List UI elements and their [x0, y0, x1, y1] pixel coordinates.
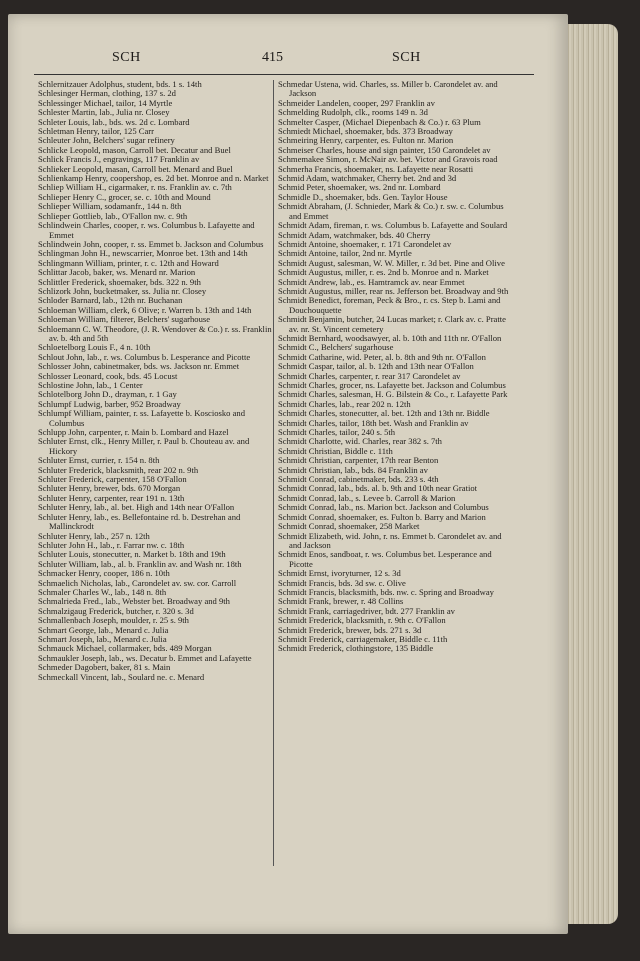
directory-entry: Schlizork John, bucketmaker, ss. Julia nr. Closey: [38, 285, 207, 296]
header-rule: [34, 74, 534, 75]
directory-entry: Schlingman John H., newscarrier, Monroe bet. 13th and 14th: [38, 248, 248, 259]
directory-entry: Schluter Ernst, currier, r. 154 n. 8th: [38, 455, 160, 466]
directory-entry: Schmidt Francis, blacksmith, bds. nw. c. Spring and Broadway: [278, 586, 494, 597]
directory-entry: Schmalzigaug Frederick, butcher, r. 320 s. 3d: [38, 605, 194, 616]
page-number: 415: [262, 50, 283, 65]
directory-entry: Schmidt Charles, grocer, ns. Lafayette bet. Jackson and Columbus: [278, 380, 506, 390]
directory-entry: Schmidt Adam, fireman, r. ws. Columbus b. Lafayette and Soulard: [278, 220, 508, 231]
directory-entry: Schmidt Frederick, clothingstore, 135 Biddle: [278, 643, 434, 654]
directory-entry: Schlittar Jacob, baker, ws. Menard nr. Marion: [38, 267, 196, 278]
directory-entry: Schliep William H., cigarmaker, r. ns. Franklin av. c. 7th: [38, 182, 232, 193]
directory-entry: Schmaelich Nicholas, lab., Carondelet av. sw. cor. Carroll: [38, 577, 237, 588]
directory-entry: Schmart Joseph, lab., Menard c. Julia: [38, 633, 167, 644]
directory-entry: Schmidt Conrad, lab., s. Levee b. Carroll & Marion: [278, 492, 456, 503]
right-column: [278, 80, 512, 654]
directory-entry: Schmidt Conrad, shoemaker, 258 Market: [278, 521, 420, 532]
directory-entry: Schmidt Christian, carpenter, 17th rear Benton: [278, 455, 439, 466]
directory-entry: Schmallenbach Joseph, moulder, r. 25 s. 9th: [38, 615, 189, 626]
directory-entry: Schlingmann William, printer, r. c. 12th and Howard: [38, 257, 219, 268]
directory-entry: Schmid Peter, shoemaker, ws. 2nd nr. Lombard: [278, 182, 441, 193]
directory-entry: Schlosser John, cabinetmaker, bds. ws. Jackson nr. Emmet: [38, 361, 240, 372]
directory-entry: Schlicke Leopold, mason, Carroll bet. Decatur and Buel: [38, 144, 231, 155]
running-head-left: SCH: [112, 50, 141, 65]
directory-entry: Schmidt Charlotte, wid. Charles, rear 382 s. 7th: [278, 436, 442, 447]
directory-entry: Schlout John, lab., r. ws. Columbus b. Lesperance and Picotte: [38, 351, 251, 362]
directory-entry: Schluter Frederick, blacksmith, rear 202 n. 9th: [38, 464, 199, 475]
directory-entry: Schmidt Enos, sandboat, r. ws. Columbus bet. Lesperance and Picotte: [278, 549, 492, 569]
directory-entry: Schlupp John, carpenter, r. Main b. Lombard and Hazel: [38, 427, 229, 438]
directory-entry: Schmidt Elizabeth, wid. John, r. ns. Emmet b. Carondelet av. and and Jackson: [278, 530, 502, 550]
directory-entry: Schmelding Rudolph, clk., rooms 149 n. 3d: [278, 107, 428, 118]
directory-entry: Schmidt Charles, lab., rear 202 n. 12th: [278, 398, 411, 409]
directory-entry: Schmidt Christian, lab., bds. 84 Franklin av: [278, 464, 428, 475]
page-header: [34, 50, 534, 72]
directory-entry: Schmidt Adam, watchmaker, bds. 40 Cherry: [278, 229, 431, 240]
directory-entry: Schmacker Henry, cooper, 186 n. 10th: [38, 568, 170, 579]
directory-entry: Schloemann C. W. Theodore, (J. R. Wendover & Co.) r. ss. Franklin av. b. 4th and 5th: [38, 323, 272, 343]
directory-entry: Schmidt Conrad, cabinetmaker, bds. 233 s. 4th: [278, 474, 439, 485]
directory-entry: Schlittler Frederick, shoemaker, bds. 322 n. 9th: [38, 276, 201, 287]
directory-entry: Schlernitzauer Adolphus, student, bds. 1 s. 14th: [38, 79, 202, 89]
directory-entry: Schluter William, lab., al. b. Franklin av. and Wash nr. 18th: [38, 558, 242, 569]
directory-entry: Schluter Ernst, clk., Henry Miller, r. Paul b. Chouteau av. and Hickory: [38, 436, 250, 456]
directory-entry: Schlumpf Ludwig, barber, 952 Broadway: [38, 398, 181, 409]
directory-entry: Schluter Henry, lab., es. Bellefontaine rd. b. Destrehan and Mallinckrodt: [38, 511, 241, 532]
left-column: [38, 80, 272, 682]
directory-entry: Schmauck Michael, collarmaker, bds. 489 Morgan: [38, 643, 212, 654]
directory-entry: Schmidt Christian, Biddle c. 11th: [278, 445, 393, 456]
directory-entry: Schmidt Benedict, foreman, Peck & Bro., r. cs. Step b. Lami and Douchouquette: [278, 295, 501, 315]
directory-entry: Schmaukler Joseph, lab., ws. Decatur b. Emmet and Lafayette: [38, 652, 252, 663]
directory-entry: Schmidt Francis, bds. 3d sw. c. Olive: [278, 577, 406, 588]
directory-entry: Schmidt Frederick, brewer, bds. 271 s. 3d: [278, 624, 422, 635]
directory-entry: Schmidt Ernst, ivoryturner, 12 s. 3d: [278, 568, 401, 579]
directory-entry: Schmidt Frederick, blacksmith, r. 9th c. O'Fallon: [278, 615, 446, 626]
directory-entry: Schmidt Bernhard, woodsawyer, al. b. 10th and 11th nr. O'Fallon: [278, 332, 502, 343]
directory-entry: Schmemakee Simon, r. McNair av. bet. Victor and Gravois road: [278, 154, 498, 165]
directory-entry: Schmidt Frank, carriagedriver, bdt. 277 Franklin av: [278, 605, 455, 616]
directory-entry: Schluter John H., lab., r. Farrar nw. c. 18th: [38, 539, 185, 550]
directory-entry: Schmidt Conrad, lab., bds. al. b. 9th and 10th near Gratiot: [278, 483, 478, 494]
directory-entry: Schlester Martin, lab., Julia nr. Closey: [38, 107, 170, 118]
directory-entry: Schmidt Charles, tailor, 240 s. 5th: [278, 427, 396, 438]
directory-entry: Schlessinger Michael, tailor, 14 Myrtle: [38, 97, 173, 108]
directory-entry: Schmart George, lab., Menard c. Julia: [38, 624, 169, 635]
directory-entry: Schmidt Conrad, lab., ns. Marion bct. Jackson and Columbus: [278, 502, 489, 513]
directory-entry: Schmerha Francis, shoemaker, ns. Lafayette near Rosatti: [278, 163, 474, 174]
column-divider: [273, 80, 274, 866]
directory-entry: Schlostine John, lab., 1 Center: [38, 380, 143, 390]
directory-entry: Schluter Henry, lab., al. bet. High and 14th near O'Fallon: [38, 502, 235, 513]
directory-entry: Schmiedt Michael, shoemaker, bds. 373 Broadway: [278, 126, 453, 137]
directory-entry: Schmidt Frank, brewer, r. 48 Collins: [278, 596, 404, 607]
directory-entry: Schluter Henry, carpenter, rear 191 n. 13th: [38, 492, 185, 503]
directory-entry: Schmidt August, salesman, W. W. Miller, r. 3d bet. Pine and Olive: [278, 257, 505, 268]
directory-entry: Schmidt Charles, salesman, H. G. Bilstein & Co., r. Lafayette Park: [278, 389, 508, 400]
directory-entry: Schlieper Gottlieb, lab., O'Fallon nw. c. 9th: [38, 210, 188, 221]
directory-entry: Schmidt Frederick, carriagemaker, Biddle c. 11th: [278, 633, 448, 644]
directory-entry: Schmidt Charles, stonecutter, al. bet. 12th and 13th nr. Biddle: [278, 408, 490, 419]
directory-entry: Schloeman William, clerk, 6 Olive; r. Warren b. 13th and 14th: [38, 304, 252, 315]
directory-entry: Schmeiring Henry, carpenter, es. Fulton nr. Marion: [278, 135, 454, 146]
directory-entry: Schleuter John, Belchers' sugar refinery: [38, 135, 175, 146]
directory-entry: Schloeman William, filterer, Belchers' sugarhouse: [38, 314, 211, 325]
directory-entry: Schlieker Leopold, masan, Carroll bet. Menard and Buel: [38, 163, 233, 174]
running-head-right: SCH: [392, 50, 421, 65]
directory-entry: Schlindwein Charles, cooper, r. ws. Columbus b. Lafayette and Emmet: [38, 220, 255, 240]
directory-entry: Schluter Frederick, carpenter, 158 O'Fallon: [38, 474, 187, 485]
directory-entry: Schluter Louis, stonecutter, n. Market b. 18th and 19th: [38, 549, 226, 560]
directory-entry: Schmalrieda Fred., lab., Webster bet. Broadway and 9th: [38, 596, 230, 607]
directory-entry: Schlesinger Herman, clothing, 137 s. 2d: [38, 88, 176, 99]
directory-entry: Schlieper Henry C., grocer, se. c. 10th and Mound: [38, 191, 211, 202]
directory-entry: Schmidt Charles, tailor, 18th bet. Wash and Franklin av: [278, 417, 469, 428]
directory-entry: Schmidt Abraham, (J. Schnieder, Mark & Co.) r. sw. c. Columbus and Emmet: [278, 201, 504, 221]
directory-entry: Schlosser Leonard, cook, bds. 45 Locust: [38, 370, 178, 381]
directory-entry: Schlotelborg John D., drayman, r. 1 Gay: [38, 389, 177, 400]
directory-entry: Schmidt Catharine, wid. Peter, al. b. 8th and 9th nr. O'Fallon: [278, 351, 486, 362]
directory-entry: Schmeckall Vincent, lab., Soulard ne. c. Menard: [38, 671, 205, 682]
directory-entry: Schlienkamp Henry, coopershop, es. 2d bet. Monroe and n. Market: [38, 173, 269, 184]
directory-entry: Schloder Barnard, lab., 12th nr. Buchanan: [38, 295, 183, 306]
directory-entry: Schlick Francis J., engravings, 117 Franklin av: [38, 154, 200, 165]
directory-entry: Schmidt C., Belchers' sugarhouse: [278, 342, 394, 353]
directory-entry: Schmidt Antoine, tailor, 2nd nr. Myrtle: [278, 248, 412, 259]
directory-entry: Schmidle D., shoemaker, bds. Gen. Taylor House: [278, 191, 448, 202]
directory-entry: Schmidt Andrew, lab., es. Hamtramck av. near Emmet: [278, 276, 465, 287]
directory-entry: Schluter Henry, brewer, bds. 670 Morgan: [38, 483, 181, 494]
directory-entry: Schmedar Ustena, wid. Charles, ss. Miller b. Carondelet av. and Jackson: [278, 79, 498, 99]
directory-entry: Schluter Henry, lab., 257 n. 12th: [38, 530, 150, 541]
directory-entry: Schlieper William, sodamanfr., 144 n. 8th: [38, 201, 182, 212]
directory-entry: Schleter Louis, lab., bds. ws. 2d c. Lombard: [38, 116, 190, 127]
directory-entry: Schletman Henry, tailor, 125 Carr: [38, 126, 155, 137]
directory-entry: Schmidt Charles, carpenter, r. rear 317 Carondelet av: [278, 370, 461, 381]
directory-entry: Schmidt Antoine, shoemaker, r. 171 Carondelet av: [278, 238, 452, 249]
directory-entry: Schmid Adam, watchmaker, Cherry bet. 2nd and 3d: [278, 173, 457, 184]
directory-entry: Schmeiser Charles, house and sign painter, 150 Carondelet av: [278, 144, 491, 155]
directory-entry: Schmeder Dagobert, baker, 81 s. Main: [38, 662, 171, 673]
directory-entry: Schmidt Caspar, tailor, al. b. 12th and 13th near O'Fallon: [278, 361, 474, 372]
directory-entry: Schloetelborg Louis F., 4 n. 10th: [38, 342, 151, 353]
directory-entry: Schmidt Conrad, shoemaker, es. Fulton b. Barry and Marion: [278, 511, 486, 522]
directory-entry: Schmelter Casper, (Michael Diepenbach & Co.) r. 63 Plum: [278, 116, 481, 127]
directory-entry: Schlumpf William, painter, r. ss. Lafayette b. Kosciosko and Columbus: [38, 408, 246, 428]
directory-entry: Schmaler Charles W., lab., 148 n. 8th: [38, 586, 167, 597]
directory-entry: Schmidt Benjamin, butcher, 24 Lucas market; r. Clark av. c. Pratte av. nr. St. Vincent cemetery: [278, 314, 506, 334]
directory-entry: Schmidt Augustus, miller, r. es. 2nd b. Monroe and n. Market: [278, 267, 489, 278]
directory-entry: Schlindwein John, cooper, r. ss. Emmet b. Jackson and Columbus: [38, 238, 264, 249]
directory-entry: Schmidt Augustus, miller, rear ns. Jefferson bet. Broadway and 9th: [278, 285, 509, 296]
directory-entry: Schmeider Landelen, cooper, 297 Franklin av: [278, 97, 435, 108]
